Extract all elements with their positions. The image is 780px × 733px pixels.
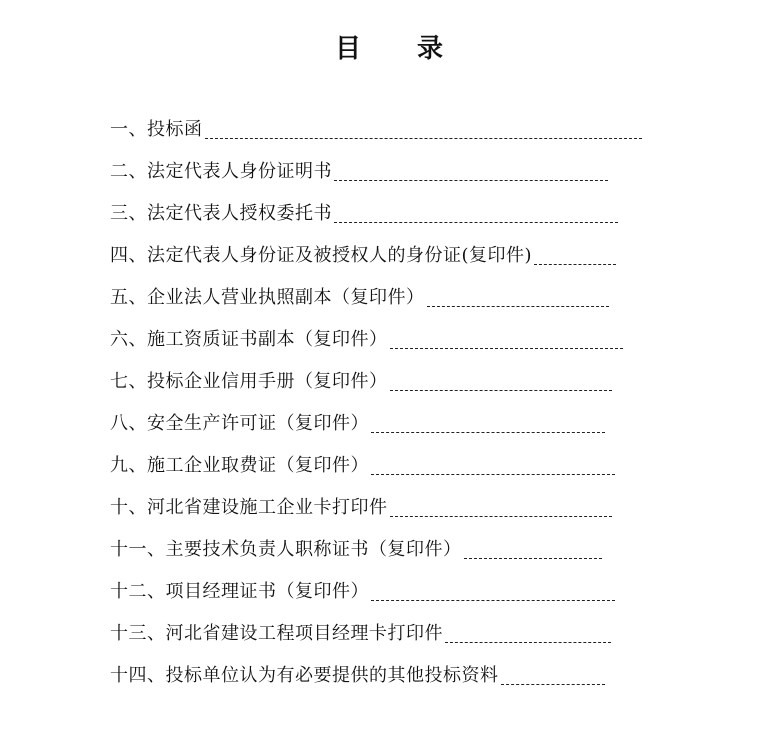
page-title	[0, 28, 780, 65]
toc-entry-label: 六、施工资质证书副本（复印件）	[110, 329, 388, 350]
toc-entry-label: 十一、主要技术负责人职称证书（复印件）	[110, 539, 462, 560]
toc-entry-label: 九、施工企业取费证（复印件）	[110, 455, 369, 476]
toc-leader-line	[427, 288, 609, 307]
toc-leader-line	[371, 582, 615, 601]
toc-entry	[110, 155, 710, 197]
toc-entry	[110, 239, 710, 281]
title-char-2: 录	[417, 34, 446, 64]
toc-leader-line	[534, 246, 616, 265]
toc-entry	[110, 113, 710, 155]
toc-leader-line	[501, 666, 605, 685]
toc-entry	[110, 323, 710, 365]
toc-entry	[110, 281, 710, 323]
toc-entry	[110, 659, 710, 701]
toc-leader-line	[205, 120, 642, 139]
toc-leader-line	[334, 204, 618, 223]
toc-entry	[110, 197, 710, 239]
toc-entry	[110, 533, 710, 575]
toc-entry-label: 二、法定代表人身份证明书	[110, 161, 332, 182]
toc-entry-label: 十三、河北省建设工程项目经理卡打印件	[110, 623, 443, 644]
toc-entry-label: 四、法定代表人身份证及被授权人的身份证(复印件)	[110, 245, 533, 266]
toc-leader-line	[390, 372, 612, 391]
toc-entry-label: 一、投标函	[110, 119, 203, 140]
table-of-contents	[110, 113, 710, 701]
toc-leader-line	[445, 624, 611, 643]
toc-entry	[110, 575, 710, 617]
toc-leader-line	[390, 498, 612, 517]
toc-leader-line	[371, 414, 605, 433]
toc-entry	[110, 365, 710, 407]
toc-entry-label: 八、安全生产许可证（复印件）	[110, 413, 369, 434]
toc-entry	[110, 491, 710, 533]
toc-entry-label: 十二、项目经理证书（复印件）	[110, 581, 369, 602]
toc-entry-label: 三、法定代表人授权委托书	[110, 203, 332, 224]
toc-leader-line	[464, 540, 602, 559]
toc-entry-label: 五、企业法人营业执照副本（复印件）	[110, 287, 425, 308]
toc-entry-label: 七、投标企业信用手册（复印件）	[110, 371, 388, 392]
toc-entry	[110, 407, 710, 449]
toc-entry-label: 十四、投标单位认为有必要提供的其他投标资料	[110, 665, 499, 686]
toc-leader-line	[390, 330, 623, 349]
toc-entry-label: 十、河北省建设施工企业卡打印件	[110, 497, 388, 518]
toc-leader-line	[371, 456, 615, 475]
title-char-1: 目	[334, 34, 363, 64]
toc-entry	[110, 449, 710, 491]
toc-leader-line	[334, 162, 608, 181]
toc-entry	[110, 617, 710, 659]
